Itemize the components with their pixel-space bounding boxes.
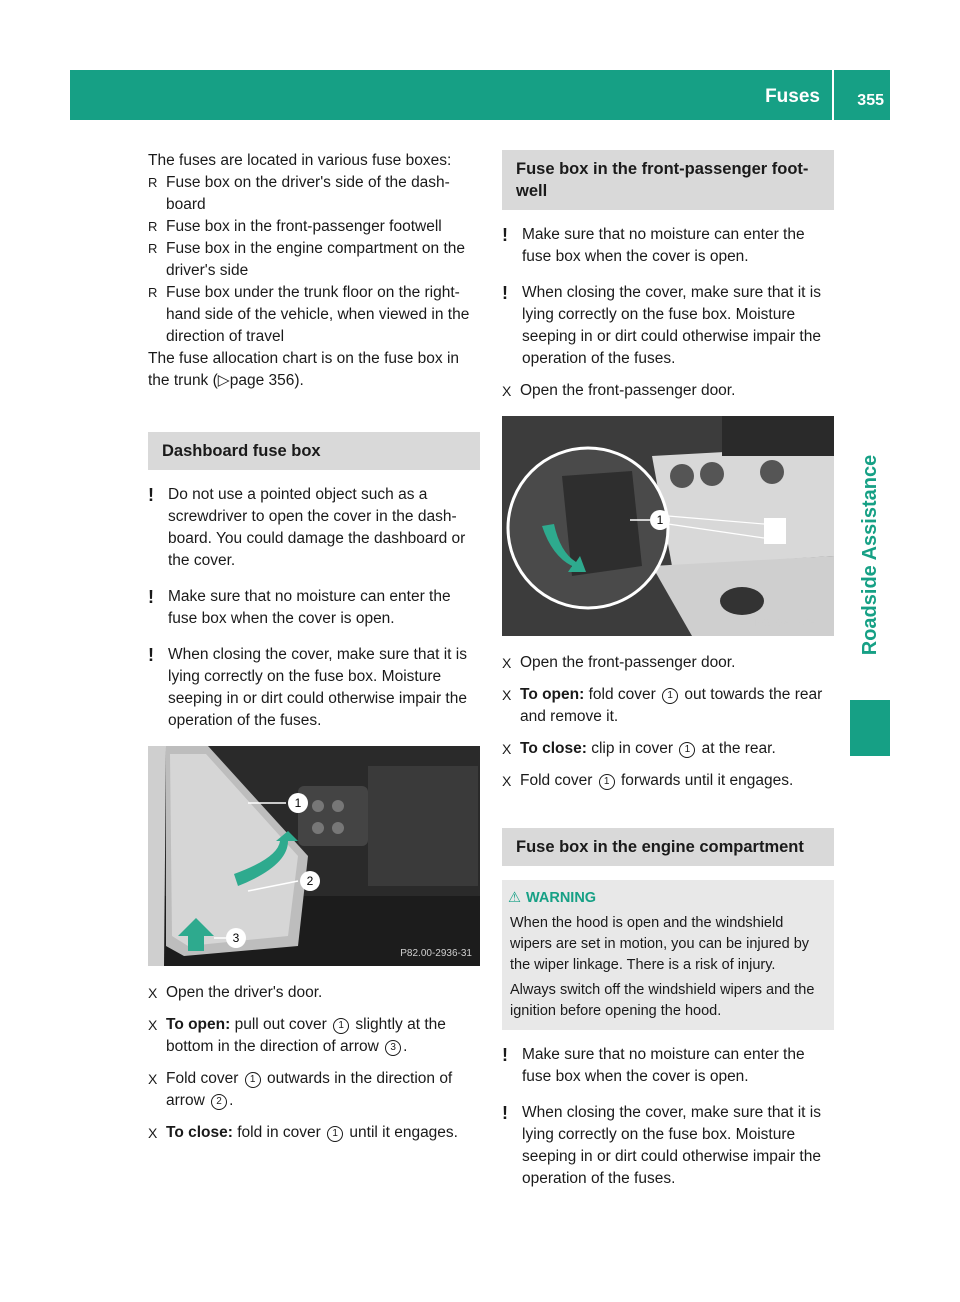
section-heading: Fuse box in the front-passenger foot-well xyxy=(502,150,834,210)
warning-text: Always switch off the windshield wipers and the ignition before opening the hood. xyxy=(510,982,815,1019)
page-header xyxy=(70,70,890,120)
section-heading: Fuse box in the engine compartment xyxy=(502,828,834,866)
caution-icon: ! xyxy=(502,283,508,303)
intro-text: The fuses are located in various fuse boxes: xyxy=(148,152,452,169)
footwell-fusebox-figure xyxy=(502,416,834,636)
chapter-tab-label: Roadside Assistance xyxy=(859,454,881,656)
chapter-tab xyxy=(852,420,888,690)
caution-icon: ! xyxy=(502,1045,508,1065)
notice: ! Make sure that no moisture can enter the fuse box when the cover is open. xyxy=(502,225,805,265)
warning-triangle-icon: ⚠ xyxy=(508,890,521,906)
svg-text:1: 1 xyxy=(294,796,302,810)
list-item: R Fuse box under the trunk floor on the right-hand side of the vehicle, when viewed in the direction of travel xyxy=(148,284,470,345)
list-item: R Fuse box on the driver's side of the dash-board xyxy=(148,174,450,213)
section-title: Fuses xyxy=(765,86,820,107)
instruction-step: X To open: fold cover 1 out towards the rear and remove it. xyxy=(502,686,823,725)
caution-icon: ! xyxy=(502,1103,508,1123)
instruction-step: X Fold cover 1 forwards until it engages. xyxy=(502,772,794,789)
instruction-step: X Open the front-passenger door. xyxy=(502,382,736,399)
list-item: R Fuse box in the front-passenger footwell xyxy=(148,218,442,235)
footwell-fusebox-illustration xyxy=(502,416,834,636)
caution-icon: ! xyxy=(148,485,154,505)
instruction-step: X Open the driver's door. xyxy=(148,984,323,1001)
instruction-step: X To open: pull out cover 1 slightly at the bottom in the direction of arrow 3 . xyxy=(148,1016,446,1055)
notice: ! Make sure that no moisture can enter the fuse box when the cover is open. xyxy=(502,1045,805,1085)
figure-code: P82.00-2936-31 xyxy=(400,948,472,959)
warning-text: When the hood is open and the windshield wipers are set in motion, you can be injured by the wiper linkage. There is a risk of injury. xyxy=(510,915,810,973)
warning-box xyxy=(502,880,834,1030)
instruction-step: X Open the front-passenger door. xyxy=(502,654,736,671)
notice: ! When closing the cover, make sure that it is lying correctly on the fuse box. Moisture seeping in or dirt could otherwise impair the operation of the fuses. xyxy=(148,645,467,729)
header-separator xyxy=(832,70,834,120)
dashboard-fusebox-figure xyxy=(148,746,480,966)
instruction-step: X To close: clip in cover 1 at the rear. xyxy=(502,740,776,757)
caution-icon: ! xyxy=(148,645,154,665)
list-item: R Fuse box in the engine compartment on the driver's side xyxy=(148,240,465,279)
page-number: 355 xyxy=(857,92,884,109)
instruction-step: X Fold cover 1 outwards in the direction of arrow 2 . xyxy=(148,1070,453,1109)
instruction-step: X To close: fold in cover 1 until it engages. xyxy=(148,1124,458,1141)
svg-text:3: 3 xyxy=(232,931,240,945)
notice: ! When closing the cover, make sure that it is lying correctly on the fuse box. Moisture seeping in or dirt could otherwise impair the operation of the fuses. xyxy=(502,283,821,367)
allocation-text: The fuse allocation chart is on the fuse box in the trunk (▷page 356). xyxy=(148,350,460,389)
left-column xyxy=(148,150,480,1144)
svg-text:1: 1 xyxy=(656,513,664,527)
notice: ! Do not use a pointed object such as a screwdriver to open the cover in the dash-board. You could damage the dashboard or the cover. xyxy=(148,485,466,569)
notice: ! Make sure that no moisture can enter the fuse box when the cover is open. xyxy=(148,587,451,627)
warning-title: ⚠ WARNING xyxy=(510,888,826,909)
right-column xyxy=(502,150,834,1190)
chapter-tab-marker xyxy=(850,700,890,756)
caution-icon: ! xyxy=(502,225,508,245)
dashboard-fusebox-illustration xyxy=(148,746,480,966)
section-heading: Dashboard fuse box xyxy=(148,432,480,470)
caution-icon: ! xyxy=(148,587,154,607)
page-reference-link[interactable]: page 356 xyxy=(229,372,295,389)
svg-text:2: 2 xyxy=(306,874,314,888)
notice: ! When closing the cover, make sure that it is lying correctly on the fuse box. Moisture seeping in or dirt could otherwise impair the operation of the fuses. xyxy=(502,1103,821,1187)
page-ref-arrow-icon: ▷ xyxy=(217,372,230,389)
figure-code: P68.60-2979-31 xyxy=(754,618,826,629)
